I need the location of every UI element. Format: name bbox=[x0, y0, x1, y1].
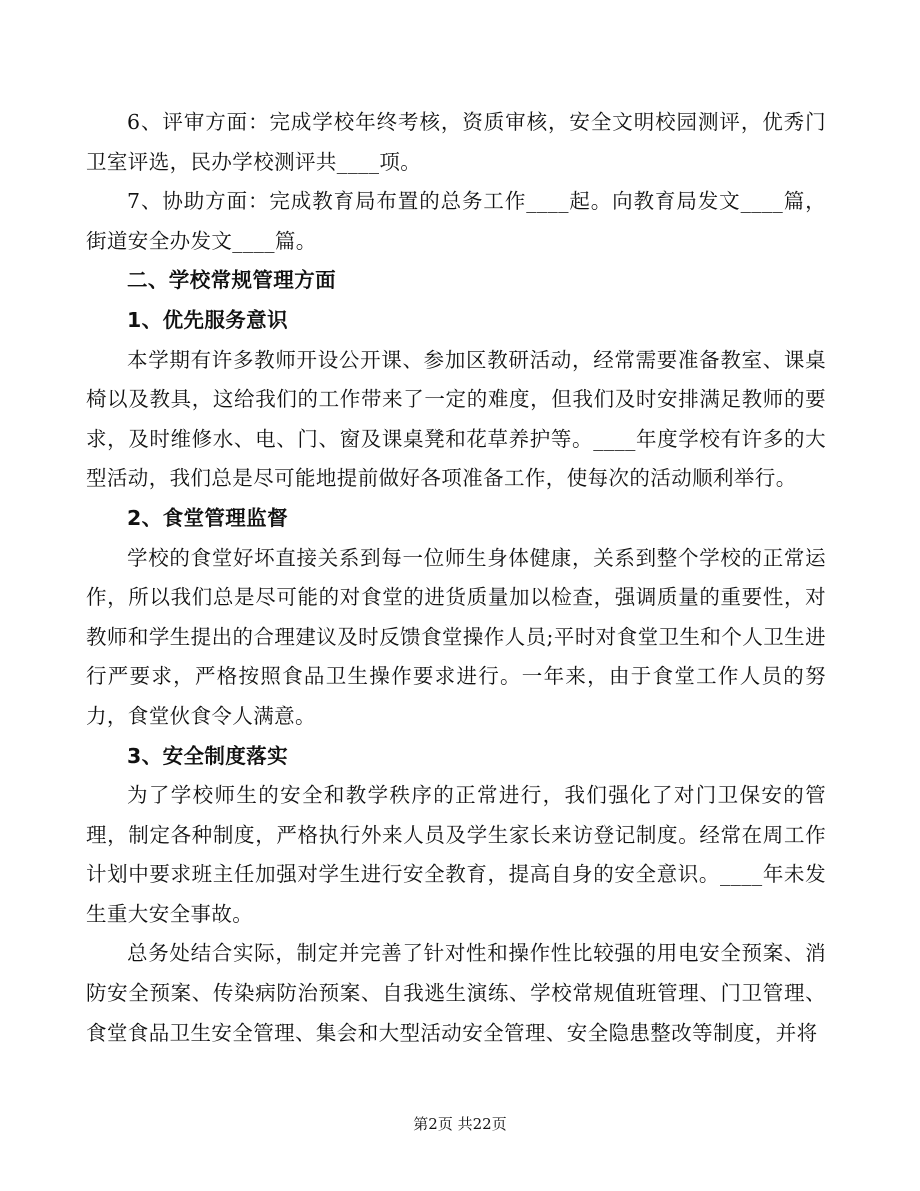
paragraph-review: 6、评审方面：完成学校年终考核，资质审核，安全文明校园测评，优秀门卫室评选，民办学校测评共____项。 bbox=[86, 110, 826, 174]
subheading-safety-system: 3、安全制度落实 bbox=[127, 743, 288, 768]
paragraph-canteen-supervision: 学校的食堂好坏直接关系到每一位师生身体健康，关系到整个学校的正常运作，所以我们总是尽可能的对食堂的进货质量加以检查，强调质量的重要性，对教师和学生提出的合理建议及时反馈食堂操作人员;平时对食堂卫生和个人卫生进行严要求，严格按照食品卫生操作要求进行。一年来，由于食堂工作人员的努力，食堂伙食令人满意。 bbox=[86, 545, 826, 728]
document-body bbox=[86, 103, 826, 1053]
section-heading-routine-management: 二、学校常规管理方面 bbox=[127, 268, 336, 293]
subheading-canteen-supervision: 2、食堂管理监督 bbox=[127, 505, 288, 530]
paragraph-service-awareness: 本学期有许多教师开设公开课、参加区教研活动，经常需要准备教室、课桌椅以及教具，这给我们的工作带来了一定的难度，但我们及时安排满足教师的要求，及时维修水、电、门、窗及课桌凳和花草养护等。____年度学校有许多的大型活动，我们总是尽可能地提前做好各项准备工作，使每次的活动顺利举行。 bbox=[86, 347, 826, 491]
paragraph-safety-plans: 总务处结合实际，制定并完善了针对性和操作性比较强的用电安全预案、消防安全预案、传染病防治预案、自我逃生演练、学校常规值班管理、门卫管理、食堂食品卫生安全管理、集会和大型活动安全管理、安全隐患整改等制度，并将 bbox=[86, 941, 826, 1045]
paragraph-safety-system: 为了学校师生的安全和教学秩序的正常进行，我们强化了对门卫保安的管理，制定各种制度，严格执行外来人员及学生家长来访登记制度。经常在周工作计划中要求班主任加强对学生进行安全教育，提高自身的安全意识。____年未发生重大安全事故。 bbox=[86, 783, 826, 926]
subheading-service-awareness: 1、优先服务意识 bbox=[127, 307, 288, 332]
paragraph-assist: 7、协助方面：完成教育局布置的总务工作____起。向教育局发文____篇，街道安全办发文____篇。 bbox=[86, 189, 826, 253]
page-number-footer: 第2页 共22页 bbox=[413, 1115, 507, 1133]
